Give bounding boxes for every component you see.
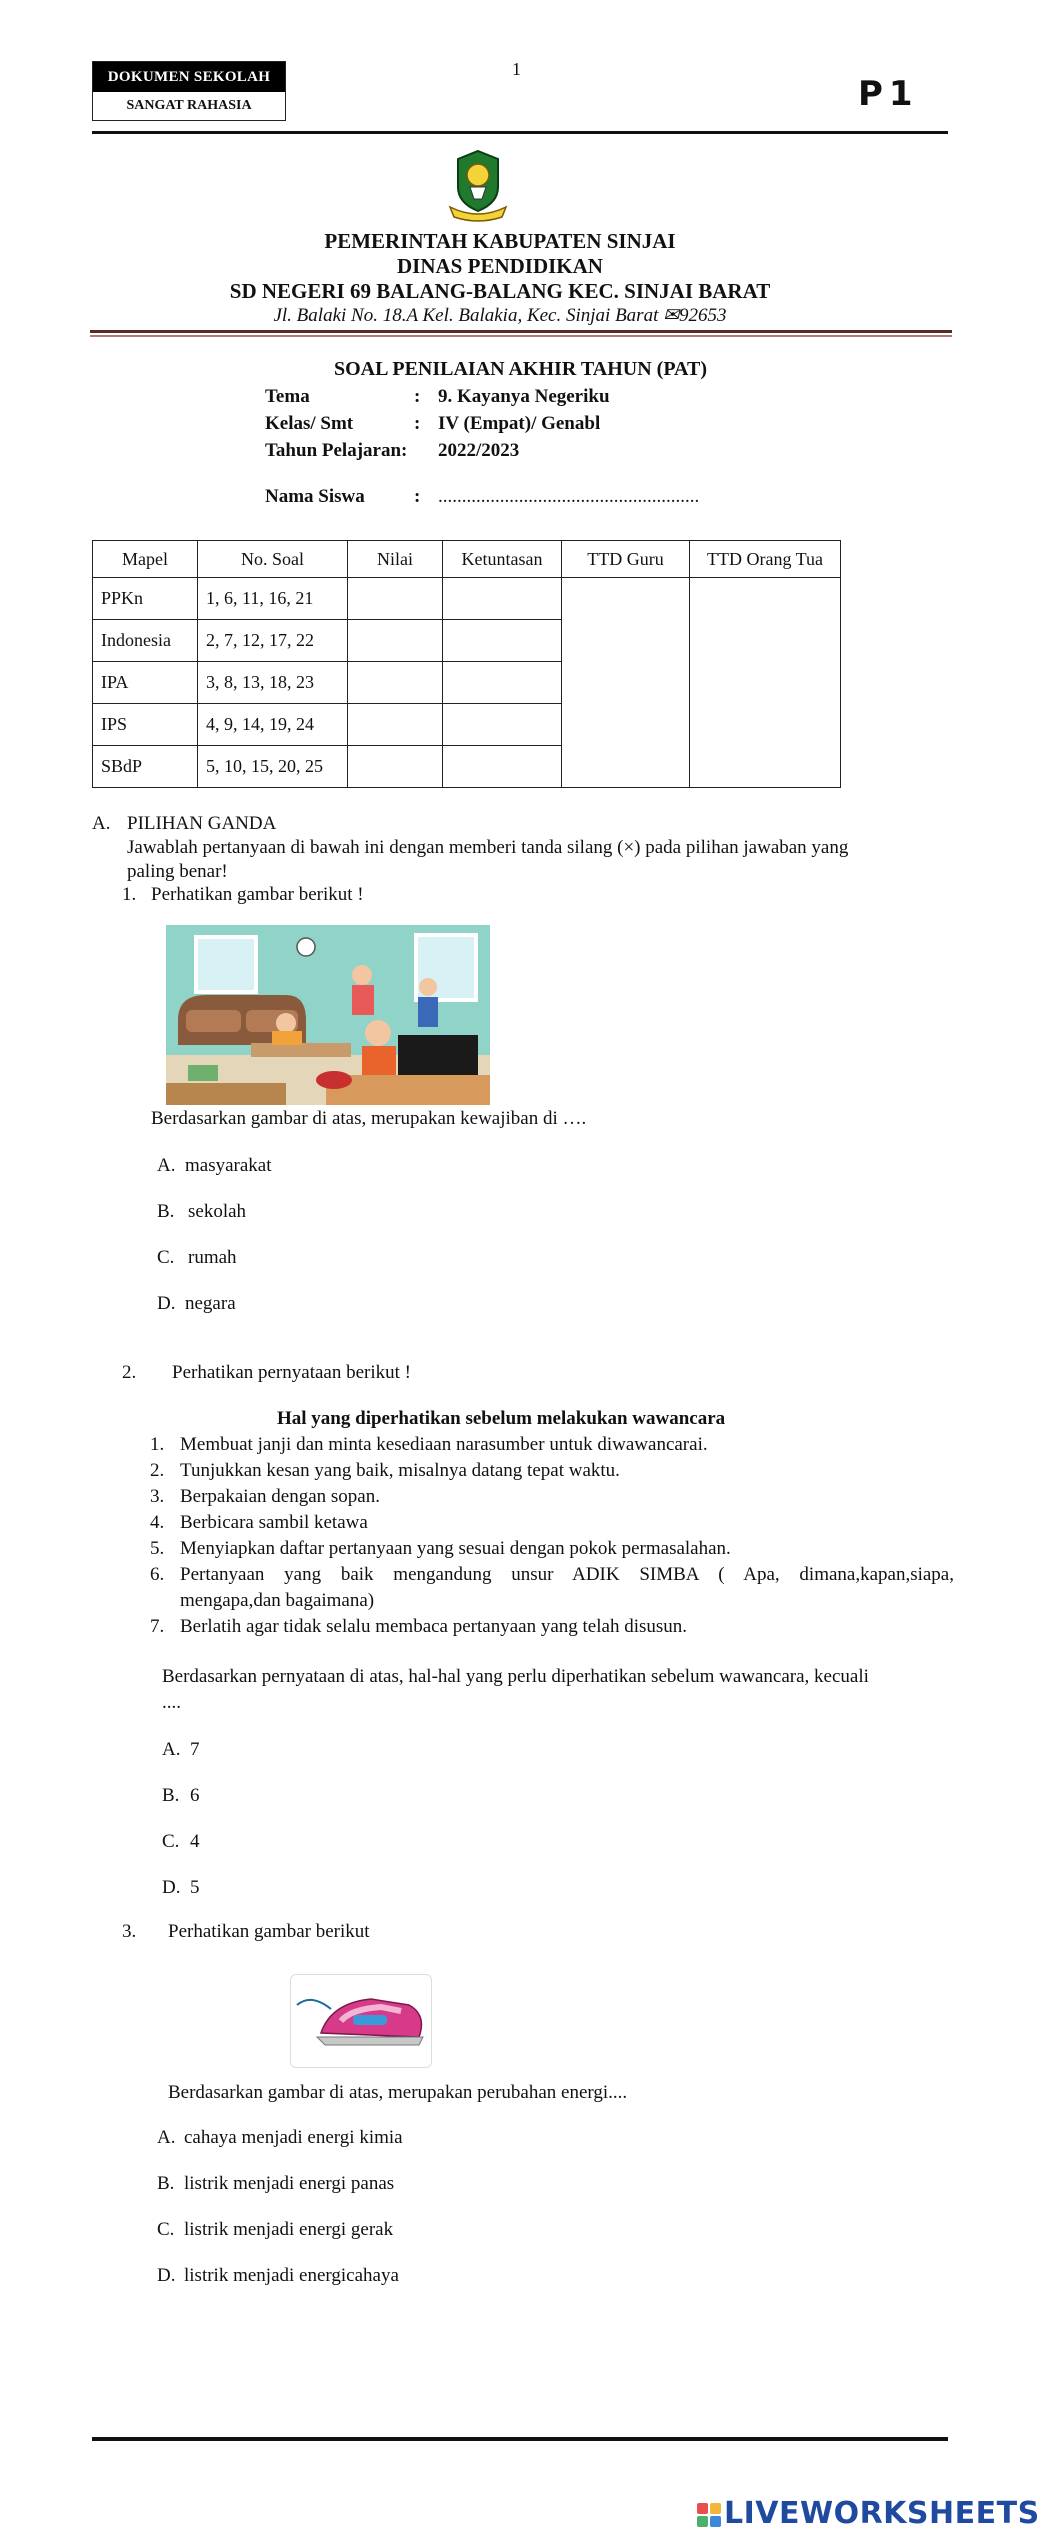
q2-question-line1: Berdasarkan pernyataan di atas, hal-hal yang perlu diperhatikan sebelum wawancara, kecuali (162, 1666, 869, 1687)
nama-siswa-label: Nama Siswa (265, 486, 365, 507)
footer-rule (92, 2437, 948, 2441)
cell-mapel: IPS (93, 704, 198, 746)
q2-item-text: Berpakaian dengan sopan. (180, 1486, 380, 1507)
info-label-kelas: Kelas/ Smt (265, 413, 354, 434)
liveworksheets-logo-icon (697, 2503, 721, 2527)
cell-ttd-guru[interactable] (562, 578, 690, 788)
q2-item-text: Berlatih agar tidak selalu membaca pertanyaan yang telah disusun. (180, 1616, 688, 1637)
cell-ttd-orangtua[interactable] (690, 578, 841, 788)
q1-question: Berdasarkan gambar di atas, merupakan kewajiban di …. (151, 1108, 587, 1129)
q3-option-d[interactable]: listrik menjadi energicahaya (184, 2265, 399, 2286)
q1-option-b-letter[interactable]: B. (157, 1201, 175, 1222)
q1-option-a[interactable]: masyarakat (185, 1155, 272, 1176)
q2-option-d[interactable]: 5 (190, 1877, 200, 1898)
q2-item-text: Membuat janji dan minta kesediaan narasumber untuk diwawancarai. (180, 1434, 708, 1455)
q3-option-b[interactable]: listrik menjadi energi panas (184, 2173, 395, 2194)
section-letter: A. (92, 813, 111, 834)
cell-mapel: Indonesia (93, 620, 198, 662)
page-number: 1 (512, 59, 521, 79)
q2-option-b[interactable]: 6 (190, 1785, 200, 1806)
cell-soal: 3, 8, 13, 18, 23 (198, 662, 348, 704)
q2-item-number: 4. (150, 1512, 165, 1533)
q3-number: 3. (122, 1921, 137, 1942)
q2-text: Perhatikan pernyataan berikut ! (172, 1362, 411, 1383)
cell-nilai[interactable] (348, 578, 443, 620)
electric-iron-icon (290, 1974, 432, 2068)
q1-text: Perhatikan gambar berikut ! (151, 884, 364, 905)
q3-option-a-letter[interactable]: A. (157, 2127, 176, 2148)
cell-soal: 5, 10, 15, 20, 25 (198, 746, 348, 788)
kop-address: Jl. Balaki No. 18.A Kel. Balakia, Kec. Sinjai Barat ✉92653 (273, 305, 727, 326)
q2-item-number: 6. (150, 1564, 165, 1585)
cell-ketuntasan[interactable] (443, 662, 562, 704)
th-ttd-guru: TTD Guru (562, 541, 690, 578)
section-title: PILIHAN GANDA (127, 813, 277, 834)
q2-option-d-letter[interactable]: D. (162, 1877, 181, 1898)
score-table (92, 540, 841, 788)
q2-number: 2. (122, 1362, 137, 1383)
exam-title: SOAL PENILAIAN AKHIR TAHUN (PAT) (334, 358, 708, 380)
q2-item-number: 2. (150, 1460, 165, 1481)
q3-text: Perhatikan gambar berikut (168, 1921, 370, 1942)
cell-soal: 4, 9, 14, 19, 24 (198, 704, 348, 746)
info-sep-kelas: : (414, 413, 421, 434)
paket-label: P1 (858, 74, 919, 114)
nama-siswa-sep: : (414, 486, 421, 507)
cell-mapel: PPKn (93, 578, 198, 620)
th-ketuntasan: Ketuntasan (443, 541, 562, 578)
info-value-tema: 9. Kayanya Negeriku (438, 386, 610, 407)
q3-option-a[interactable]: cahaya menjadi energi kimia (184, 2127, 403, 2148)
q1-option-c[interactable]: rumah (188, 1247, 237, 1268)
q1-option-c-letter[interactable]: C. (157, 1247, 175, 1268)
q3-option-c[interactable]: listrik menjadi energi gerak (184, 2219, 394, 2240)
kop-line3: SD NEGERI 69 BALANG-BALANG KEC. SINJAI BARAT (229, 279, 771, 303)
info-value-tahun: 2022/2023 (438, 440, 520, 461)
cell-mapel: SBdP (93, 746, 198, 788)
info-label-tahun: Tahun Pelajaran: (265, 440, 408, 461)
kop-line2: DINAS PENDIDIKAN (397, 254, 603, 278)
q2-item-number: 5. (150, 1538, 165, 1559)
kop-rule-thin (90, 335, 952, 337)
q2-item-text: Menyiapkan daftar pertanyaan yang sesuai dengan pokok permasalahan. (180, 1538, 731, 1559)
q2-item-text: Tunjukkan kesan yang baik, misalnya datang tepat waktu. (180, 1460, 620, 1481)
th-ttd-orangtua: TTD Orang Tua (690, 541, 841, 578)
document-label-box (92, 61, 286, 121)
q2-item-text: Berbicara sambil ketawa (180, 1512, 368, 1533)
cell-ketuntasan[interactable] (443, 578, 562, 620)
table-row (93, 578, 841, 620)
info-sep-tema: : (414, 386, 421, 407)
q2-question-line2: .... (162, 1692, 181, 1713)
cell-soal: 2, 7, 12, 17, 22 (198, 620, 348, 662)
doc-label: DOKUMEN SEKOLAH (93, 62, 285, 92)
q2-list-title: Hal yang diperhatikan sebelum melakukan wawancara (277, 1408, 726, 1429)
q1-option-b[interactable]: sekolah (188, 1201, 247, 1222)
th-nosoal: No. Soal (198, 541, 348, 578)
th-mapel: Mapel (93, 541, 198, 578)
q2-option-a[interactable]: 7 (190, 1739, 200, 1760)
info-label-tema: Tema (265, 386, 310, 407)
q2-option-a-letter[interactable]: A. (162, 1739, 181, 1760)
cell-nilai[interactable] (348, 620, 443, 662)
table-header-row (93, 541, 841, 578)
school-logo-icon (440, 147, 516, 223)
q2-item-number: 7. (150, 1616, 165, 1637)
q1-option-d-letter[interactable]: D. (157, 1293, 176, 1314)
cell-nilai[interactable] (348, 746, 443, 788)
cell-nilai[interactable] (348, 704, 443, 746)
section-instruction-line1: Jawablah pertanyaan di bawah ini dengan memberi tanda silang (×) pada pilihan jawaban yang (127, 837, 849, 858)
q1-option-d[interactable]: negara (185, 1293, 236, 1314)
cell-ketuntasan[interactable] (443, 746, 562, 788)
header-rule (92, 131, 948, 134)
q3-question: Berdasarkan gambar di atas, merupakan perubahan energi.... (168, 2082, 628, 2103)
q2-item-text: Pertanyaan yang baik mengandung unsur ADIK SIMBA ( Apa, dimana,kapan,siapa, (180, 1564, 954, 1585)
q3-option-d-letter[interactable]: D. (157, 2265, 176, 2286)
q3-option-c-letter[interactable]: C. (157, 2219, 175, 2240)
q1-number: 1. (122, 884, 137, 905)
nama-siswa-field[interactable]: ....................................................... (438, 486, 700, 507)
cell-nilai[interactable] (348, 662, 443, 704)
cell-mapel: IPA (93, 662, 198, 704)
secret-label: SANGAT RAHASIA (126, 98, 252, 113)
q3-option-b-letter[interactable]: B. (157, 2173, 175, 2194)
q2-item-text-cont: mengapa,dan bagaimana) (180, 1590, 375, 1611)
section-instruction-line2: paling benar! (127, 861, 228, 882)
cell-ketuntasan[interactable] (443, 704, 562, 746)
liveworksheets-brand[interactable]: LIVEWORKSHEETS (724, 2496, 1040, 2531)
th-nilai: Nilai (348, 541, 443, 578)
q1-option-a-letter[interactable]: A. (157, 1155, 176, 1176)
q2-option-c[interactable]: 4 (190, 1831, 200, 1852)
info-value-kelas: IV (Empat)/ Genabl (438, 413, 601, 434)
kop-rule-thick (90, 330, 952, 333)
kop-line1: PEMERINTAH KABUPATEN SINJAI (324, 229, 676, 253)
room-cleaning-illustration (166, 925, 490, 1105)
q2-item-number: 1. (150, 1434, 165, 1455)
q2-option-b-letter[interactable]: B. (162, 1785, 180, 1806)
q2-option-c-letter[interactable]: C. (162, 1831, 180, 1852)
q2-item-number: 3. (150, 1486, 165, 1507)
cell-ketuntasan[interactable] (443, 620, 562, 662)
cell-soal: 1, 6, 11, 16, 21 (198, 578, 348, 620)
